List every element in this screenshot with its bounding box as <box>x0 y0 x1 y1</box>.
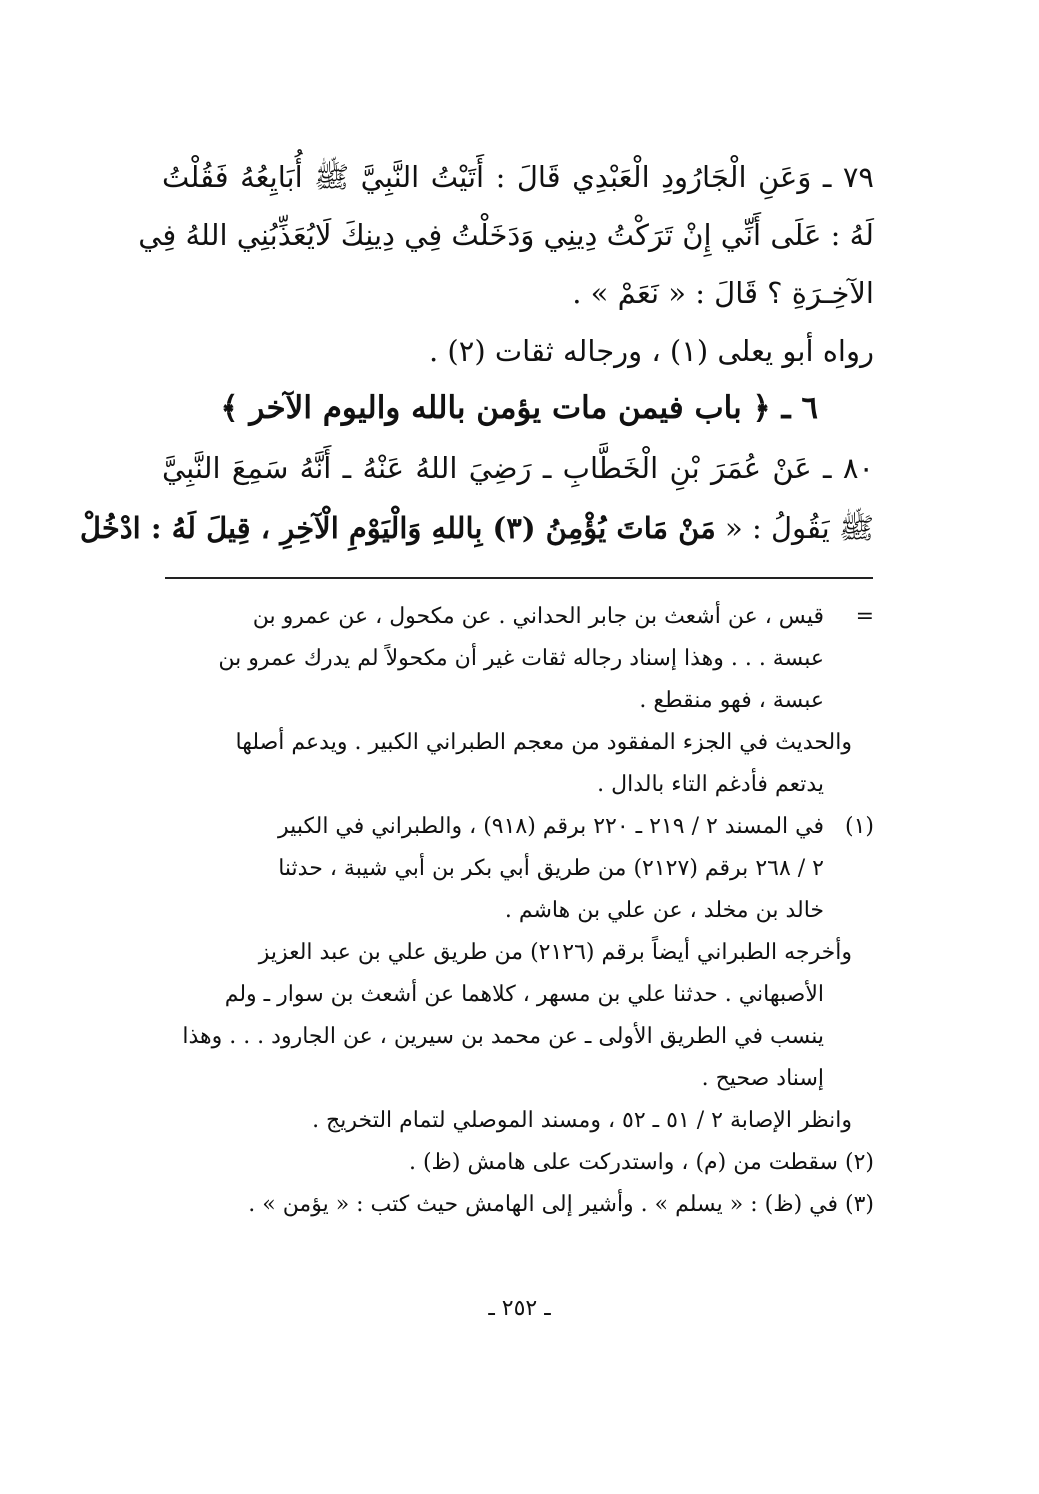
page-number: ـ ٢٥٢ ـ <box>488 1296 551 1321</box>
hadith-79-line-2: لَهُ : عَلَى أَنِّي إِنْ تَرَكْتُ دِينِي وَدَخَلْتُ فِي دِينِكَ لَايُعَذِّبُنِي اللهُ فِي <box>138 218 874 252</box>
footnote-1-para-b-line-4: إسناد صحيح . <box>701 1066 824 1091</box>
footnote-1-line-1 <box>162 806 874 848</box>
continuation-marker: = <box>855 604 874 629</box>
footnote-1-line-3: خالد بن مخلد ، عن علي بن هاشم . <box>504 898 824 923</box>
hadith-79-line-1: ٧٩ ـ وَعَنِ الْجَارُودِ الْعَبْدِي قَالَ : أَتَيْتُ النَّبِيَّ ﷺ أُبَايِعُهُ فَقُلْتُ <box>162 160 874 194</box>
hadith-79-source: رواه أبو يعلى (١) ، ورجاله ثقات (٢) . <box>429 334 874 368</box>
footnote-3: (٣) في (ظ) : « يسلم » . وأشير إلى الهامش حيث كتب : « يؤمن » . <box>248 1192 874 1217</box>
footnote-1-para-b-line-1: وأخرجه الطبراني أيضاً برقم (٢١٢٦) من طريق علي بن عبد العزيز <box>258 940 852 965</box>
footnote-para-a-line-2: يدتعم فأدغم التاء بالدال . <box>597 772 824 797</box>
footnote-1-marker: (١) <box>844 814 874 839</box>
footnote-1-para-c: وانظر الإصابة ٢ / ٥١ ـ ٥٢ ، ومسند الموصلي لتمام التخريج . <box>312 1108 852 1133</box>
hadith-80 <box>79 438 874 558</box>
chapter-heading: ٦ ـ ﴿ باب فيمن مات يؤمن بالله واليوم الآخر ﴾ <box>220 390 818 426</box>
hadith-80-line-1: ٨٠ ـ عَنْ عُمَرَ بْنِ الْخَطَّابِ ـ رَضِيَ اللهُ عَنْهُ ـ أَنَّهُ سَمِعَ النَّبِيَّ <box>162 451 874 485</box>
hadith-80-line-2-start: ﷺ يَقُولُ : « <box>715 511 874 545</box>
hadith-79-line-3: الآخِـرَةِ ؟ قَالَ : « نَعَمْ » . <box>572 276 874 310</box>
footnote-text: في المسند ٢ / ٢١٩ ـ ٢٢٠ برقم (٩١٨) ، والطبراني في الكبير <box>278 814 824 839</box>
footnote-1-para-b-line-2: الأصبهاني . حدثنا علي بن مسهر ، كلاهما عن أشعث بن سوار ـ ولم <box>224 982 824 1007</box>
footnote-1-line-2: ٢ / ٢٦٨ برقم (٢١٢٧) من طريق أبي بكر بن أبي شيبة ، حدثنا <box>278 856 824 881</box>
footnote-continuation-line-2: عبسة . . . وهذا إسناد رجاله ثقات غير أن مكحولاً لم يدرك عمرو بن <box>218 646 824 671</box>
footnote-text: قيس ، عن أشعث بن جابر الحداني . عن مكحول ، عن عمرو بن <box>252 604 824 629</box>
hadith-80-line-2 <box>79 498 874 558</box>
footnote-continuation-line-3: عبسة ، فهو منقطع . <box>639 688 824 713</box>
footnote-2: (٢) سقطت من (م) ، واستدركت على هامش (ظ) . <box>408 1150 874 1175</box>
footnote-1-para-b-line-3: ينسب في الطريق الأولى ـ عن محمد بن سيرين ، عن الجارود . . . وهذا <box>182 1024 824 1049</box>
hadith-79 <box>138 148 874 380</box>
footnotes <box>162 596 874 1226</box>
footnote-para-a-line-1: والحديث في الجزء المفقود من معجم الطبراني الكبير . ويدعم أصلها <box>235 730 852 755</box>
footnote-separator <box>165 577 873 579</box>
hadith-80-line-2-bold: مَنْ مَاتَ يُؤْمِنُ (٣) بِاللهِ وَالْيَوْمِ الْآخِرِ ، قِيلَ لَهُ : ادْخُلْ <box>79 511 716 545</box>
footnote-continuation-line-1 <box>162 596 874 638</box>
